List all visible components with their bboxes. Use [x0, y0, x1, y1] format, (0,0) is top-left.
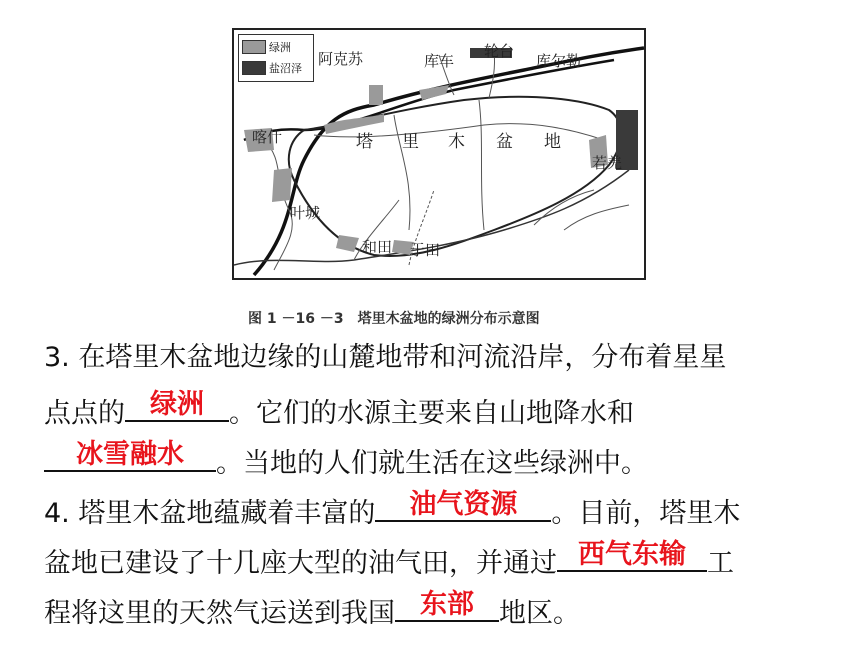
label-kashi: 喀什 — [252, 128, 283, 146]
rivers — [264, 50, 629, 270]
q3-line-3-post: 。当地的人们就生活在这些绿洲中。 — [216, 448, 648, 479]
q3-answer-2: 冰雪融水 — [76, 439, 184, 470]
legend-row-salt-marsh — [242, 59, 302, 77]
map-legend — [238, 34, 314, 82]
legend-row-oasis — [242, 38, 291, 56]
q4-line-2-post: 工 — [707, 548, 734, 579]
q3-blank-1[interactable] — [125, 389, 229, 422]
basin-char-5: 地 — [544, 132, 562, 152]
q3-blank-2[interactable] — [44, 439, 216, 472]
label-yecheng: 叶城 — [290, 204, 321, 222]
q3-line-2-post: 。它们的水源主要来自山地降水和 — [229, 398, 634, 429]
q4-line-2-pre: 盆地已建设了十几座大型的油气田，并通过 — [44, 548, 557, 579]
q4-line-2 — [44, 539, 844, 579]
q4-line-1-pre: 4. 塔里木盆地蕴藏着丰富的 — [44, 498, 376, 529]
basin-outline — [289, 97, 621, 259]
q4-answer-3: 东部 — [420, 589, 474, 620]
label-kuerle: 库尔勒 — [536, 52, 582, 70]
q4-line-3-post: 地区。 — [499, 598, 580, 629]
q3-line-1-text: 3. 在塔里木盆地边缘的山麓地带和河流沿岸，分布着星星 — [44, 342, 727, 373]
q4-line-1-post: 。目前，塔里木 — [551, 498, 741, 529]
legend-oasis-label: 绿洲 — [269, 41, 291, 54]
label-yutian: 于田 — [410, 241, 441, 259]
figure-caption: 图 1 －16 －3 塔里木盆地的绿洲分布示意图 — [248, 311, 540, 327]
label-luntai: 轮台 — [484, 42, 515, 60]
salt-marsh-swatch — [242, 61, 266, 75]
basin-char-3: 木 — [448, 132, 466, 152]
q3-line-2-pre: 点点的 — [44, 398, 125, 429]
q4-blank-1[interactable] — [375, 489, 551, 522]
q4-line-1 — [44, 489, 844, 529]
label-akesu: 阿克苏 — [318, 50, 364, 68]
q4-answer-1: 油气资源 — [409, 489, 518, 520]
basin-char-1: 塔 — [356, 132, 374, 152]
q4-line-3-pre: 程将这里的天然气运送到我国 — [44, 598, 395, 629]
label-hetian: 和田 — [362, 238, 393, 256]
q3-line-2 — [44, 389, 844, 429]
q3-line-3 — [44, 439, 844, 479]
q4-answer-2: 西气东输 — [578, 539, 686, 570]
q4-blank-2[interactable] — [557, 539, 707, 572]
basin-char-4: 盆 — [496, 132, 514, 152]
label-kuche: 库车 — [424, 52, 455, 70]
oasis-swatch — [242, 40, 266, 54]
q4-blank-3[interactable] — [395, 589, 499, 622]
q4-line-3 — [44, 589, 844, 629]
legend-salt-marsh-label: 盐沼泽 — [269, 62, 302, 75]
basin-char-2: 里 — [402, 132, 420, 152]
q3-answer-1: 绿洲 — [150, 389, 204, 420]
tarim-oasis-map — [232, 28, 646, 280]
q3-line-1 — [44, 344, 844, 371]
label-ruoqiang: 若羌 — [592, 154, 623, 172]
